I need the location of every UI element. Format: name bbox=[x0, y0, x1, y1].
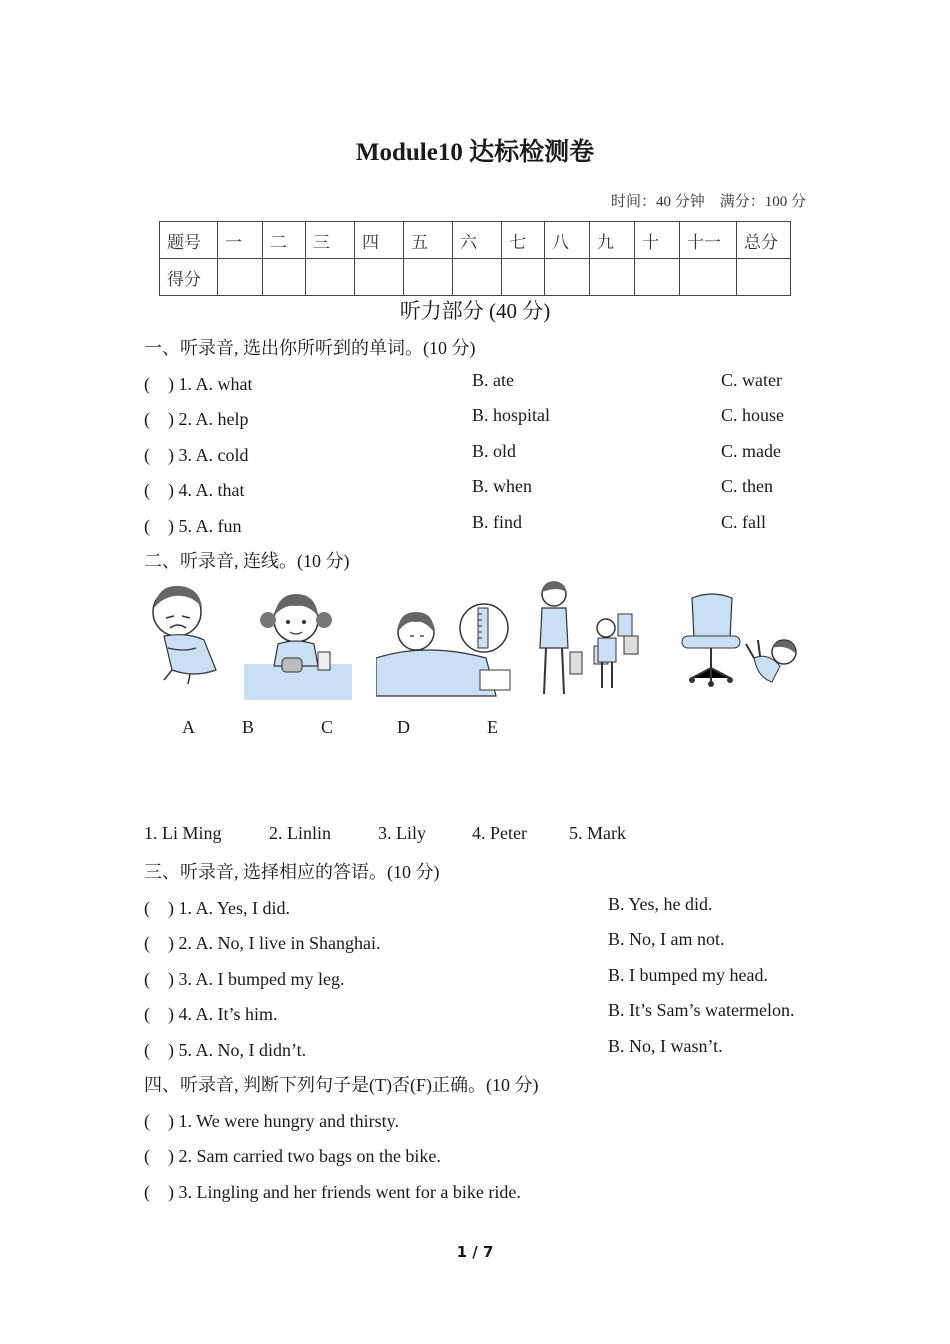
score-cell[interactable] bbox=[453, 259, 502, 296]
question-2: ( ) 2. A. help bbox=[144, 409, 249, 429]
question-2: ( ) 2. A. No, I live in Shanghai. bbox=[144, 933, 381, 953]
question-4: ( ) 4. A. It’s him. bbox=[144, 1004, 278, 1024]
cell-col: 十 bbox=[635, 222, 680, 259]
option-c: C. made bbox=[721, 441, 781, 461]
cell-label: 得分 bbox=[160, 259, 218, 296]
score-cell[interactable] bbox=[306, 259, 355, 296]
question-5: ( ) 5. A. No, I didn’t. bbox=[144, 1040, 307, 1060]
name-5: 5. Mark bbox=[569, 823, 626, 843]
score-cell[interactable] bbox=[635, 259, 680, 296]
shopping-picture bbox=[530, 578, 640, 700]
letter-b: B bbox=[242, 717, 255, 737]
cell-label: 题号 bbox=[160, 222, 218, 259]
option-b: B. Yes, he did. bbox=[608, 894, 713, 914]
question-5: ( ) 5. A. fun bbox=[144, 516, 242, 536]
letter-d: D bbox=[397, 717, 410, 737]
question-4: ( ) 4. A. that bbox=[144, 480, 245, 500]
option-b: B. old bbox=[472, 441, 517, 461]
cell-col: 六 bbox=[453, 222, 502, 259]
option-c: C. fall bbox=[721, 512, 766, 532]
exam-meta: 时间：40 分钟 满分：100 分 bbox=[610, 194, 806, 210]
statement-1: ( ) 1. We were hungry and thirsty. bbox=[144, 1111, 399, 1131]
option-b: B. when bbox=[472, 476, 532, 496]
score-cell[interactable] bbox=[355, 259, 404, 296]
question-3: ( ) 3. A. cold bbox=[144, 445, 249, 465]
section-2-title: 二、听录音, 连线。(10 分) bbox=[144, 551, 350, 571]
option-b: B. I bumped my head. bbox=[608, 965, 768, 985]
cell-col: 五 bbox=[404, 222, 453, 259]
option-b: B. No, I wasn’t. bbox=[608, 1036, 723, 1056]
page-number: 1 / 7 bbox=[456, 1243, 494, 1261]
letter-a: A bbox=[182, 717, 195, 737]
name-4: 4. Peter bbox=[472, 823, 527, 843]
question-1: ( ) 1. A. what bbox=[144, 374, 253, 394]
score-table-score-row bbox=[160, 259, 791, 296]
section-1-title: 一、听录音, 选出你所听到的单词。(10 分) bbox=[144, 338, 476, 358]
cell-col: 十一 bbox=[680, 222, 737, 259]
sick-boy-picture bbox=[144, 578, 224, 688]
name-3: 3. Lily bbox=[378, 823, 426, 843]
statement-2: ( ) 2. Sam carried two bags on the bike. bbox=[144, 1146, 441, 1166]
section-3-title: 三、听录音, 选择相应的答语。(10 分) bbox=[144, 862, 440, 882]
option-b: B. No, I am not. bbox=[608, 929, 725, 949]
option-c: C. house bbox=[721, 405, 784, 425]
cell-col: 二 bbox=[263, 222, 306, 259]
cell-col: 三 bbox=[306, 222, 355, 259]
option-c: C. then bbox=[721, 476, 773, 496]
option-b: B. hospital bbox=[472, 405, 551, 425]
score-cell[interactable] bbox=[404, 259, 453, 296]
cell-col: 七 bbox=[502, 222, 545, 259]
name-1: 1. Li Ming bbox=[144, 823, 222, 843]
page-title: Module10 达标检测卷 bbox=[355, 139, 595, 166]
name-2: 2. Linlin bbox=[269, 823, 331, 843]
cell-col: 总分 bbox=[737, 222, 791, 259]
option-c: C. water bbox=[721, 370, 782, 390]
girl-eating-picture bbox=[244, 578, 352, 700]
score-cell[interactable] bbox=[737, 259, 791, 296]
letter-c: C bbox=[321, 717, 334, 737]
option-b: B. ate bbox=[472, 370, 514, 390]
score-cell[interactable] bbox=[218, 259, 263, 296]
score-cell[interactable] bbox=[590, 259, 635, 296]
option-b: B. It’s Sam’s watermelon. bbox=[608, 1000, 795, 1020]
score-cell[interactable] bbox=[502, 259, 545, 296]
cell-col: 九 bbox=[590, 222, 635, 259]
letter-e: E bbox=[487, 717, 498, 737]
score-cell[interactable] bbox=[263, 259, 306, 296]
score-cell[interactable] bbox=[680, 259, 737, 296]
score-table-header-row bbox=[160, 222, 791, 259]
score-table bbox=[159, 221, 791, 296]
cell-col: 四 bbox=[355, 222, 404, 259]
section-4-title: 四、听录音, 判断下列句子是(T)否(F)正确。(10 分) bbox=[144, 1075, 539, 1095]
falling-boy-picture bbox=[672, 578, 806, 700]
cell-col: 一 bbox=[218, 222, 263, 259]
option-b: B. find bbox=[472, 512, 523, 532]
score-cell[interactable] bbox=[545, 259, 590, 296]
listening-heading: 听力部分 (40 分) bbox=[399, 299, 551, 323]
question-3: ( ) 3. A. I bumped my leg. bbox=[144, 969, 345, 989]
statement-3: ( ) 3. Lingling and her friends went for a bike ride. bbox=[144, 1182, 521, 1202]
cell-col: 八 bbox=[545, 222, 590, 259]
question-1: ( ) 1. A. Yes, I did. bbox=[144, 898, 291, 918]
girl-in-bed-picture bbox=[376, 578, 514, 700]
